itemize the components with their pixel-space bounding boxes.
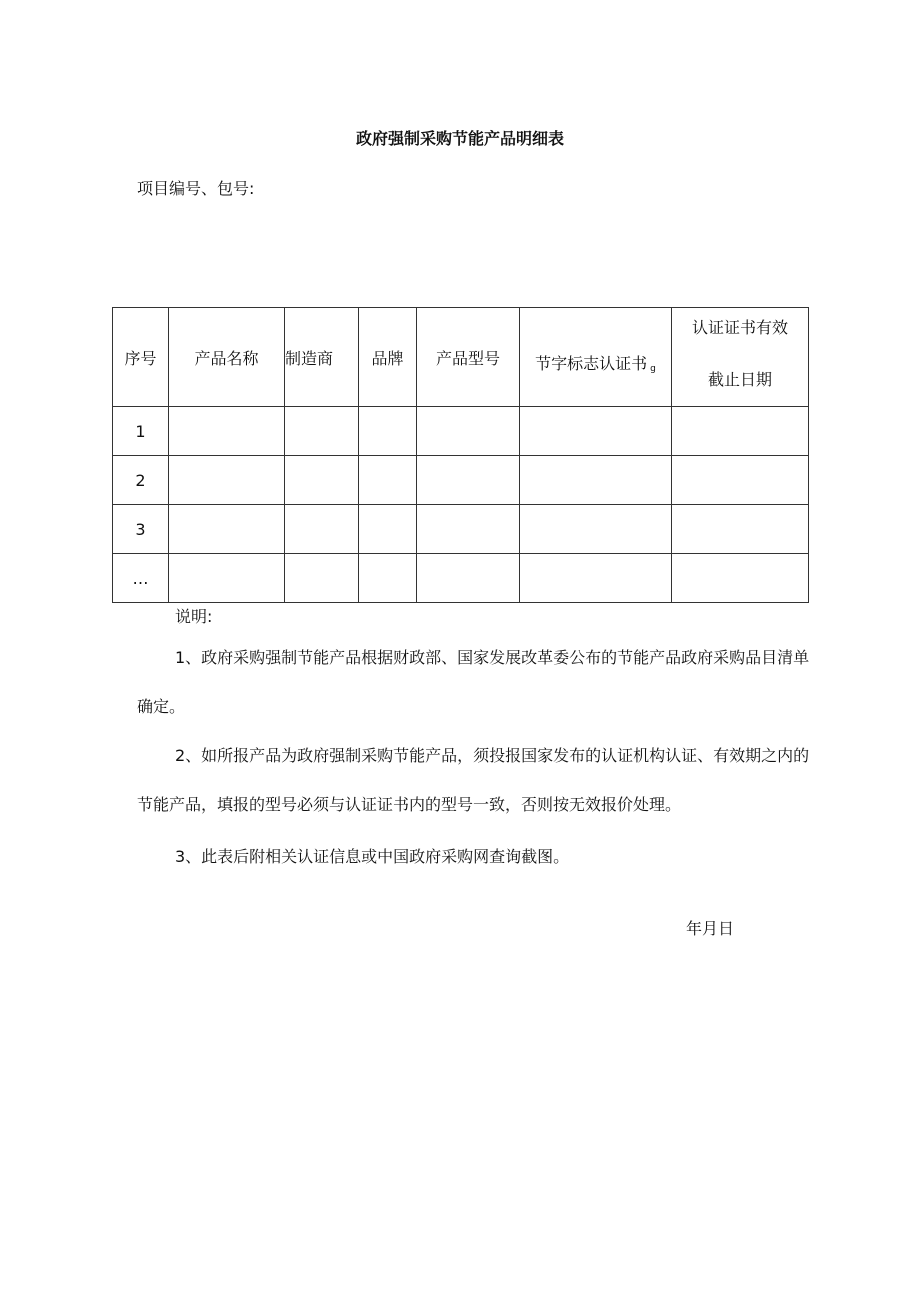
header-product-name — [169, 308, 285, 407]
table-row — [113, 505, 809, 554]
table-row — [113, 554, 809, 603]
note-item-3: 3、此表后附相关认证信息或中国政府采购网查询截图。 — [175, 847, 570, 866]
row-seq-cell: 2 — [113, 456, 169, 505]
manufacturer-cell — [285, 407, 359, 456]
product-name-cell — [169, 407, 285, 456]
brand-cell — [359, 407, 417, 456]
header-cert-mark-suffix: g — [650, 363, 656, 374]
project-number-label: 项目编号、包号: — [137, 179, 255, 198]
cert-mark-cell — [520, 456, 672, 505]
product-detail-table — [112, 307, 809, 603]
manufacturer-cell — [285, 456, 359, 505]
page-title: 政府强制采购节能产品明细表 — [355, 129, 564, 148]
notes-title: 说明: — [175, 607, 213, 626]
brand-cell — [359, 554, 417, 603]
model-cell — [417, 407, 520, 456]
manufacturer-cell — [285, 505, 359, 554]
cert-expiry-cell — [672, 554, 809, 603]
model-cell — [417, 554, 520, 603]
product-name-cell — [169, 505, 285, 554]
header-cert-mark — [520, 308, 672, 407]
header-cert-expiry-line1: 认证证书有效 — [691, 318, 788, 337]
brand-cell — [359, 505, 417, 554]
header-seq-label: 序号 — [124, 348, 157, 368]
header-product-name-label: 产品名称 — [194, 348, 259, 368]
table-row — [113, 407, 809, 456]
header-brand — [359, 308, 417, 407]
row-seq-cell: … — [113, 554, 169, 603]
cert-expiry-cell — [672, 505, 809, 554]
cert-expiry-cell — [672, 456, 809, 505]
row-seq-cell: 1 — [113, 407, 169, 456]
row-seq-cell: 3 — [113, 505, 169, 554]
cert-mark-cell — [520, 554, 672, 603]
product-name-cell — [169, 554, 285, 603]
table-row — [113, 456, 809, 505]
note-item-2: 2、如所报产品为政府强制采购节能产品，须投报国家发布的认证机构认证、有效期之内的节能产品，填报的型号必须与认证证书内的型号一致，否则按无效报价处理。 — [137, 746, 810, 814]
header-model-label: 产品型号 — [435, 348, 500, 368]
header-model — [417, 308, 520, 407]
header-seq — [113, 308, 169, 407]
cert-mark-cell — [520, 407, 672, 456]
cert-mark-cell — [520, 505, 672, 554]
table-header-row — [113, 308, 809, 407]
header-cert-expiry-line2: 截止日期 — [707, 370, 772, 389]
header-manufacturer-label: 制造商 — [285, 348, 334, 368]
brand-cell — [359, 456, 417, 505]
cert-expiry-cell — [672, 407, 809, 456]
header-cert-mark-label: 节字标志认证书 — [535, 353, 648, 373]
header-manufacturer — [285, 308, 359, 407]
manufacturer-cell — [285, 554, 359, 603]
note-item-1: 1、政府采购强制节能产品根据财政部、国家发展改革委公布的节能产品政府采购品目清单确定。 — [137, 648, 810, 716]
model-cell — [417, 456, 520, 505]
date-signature: 年月日 — [686, 919, 735, 938]
header-cert-expiry — [672, 308, 809, 407]
product-name-cell — [169, 456, 285, 505]
model-cell — [417, 505, 520, 554]
header-brand-label: 品牌 — [371, 348, 404, 368]
